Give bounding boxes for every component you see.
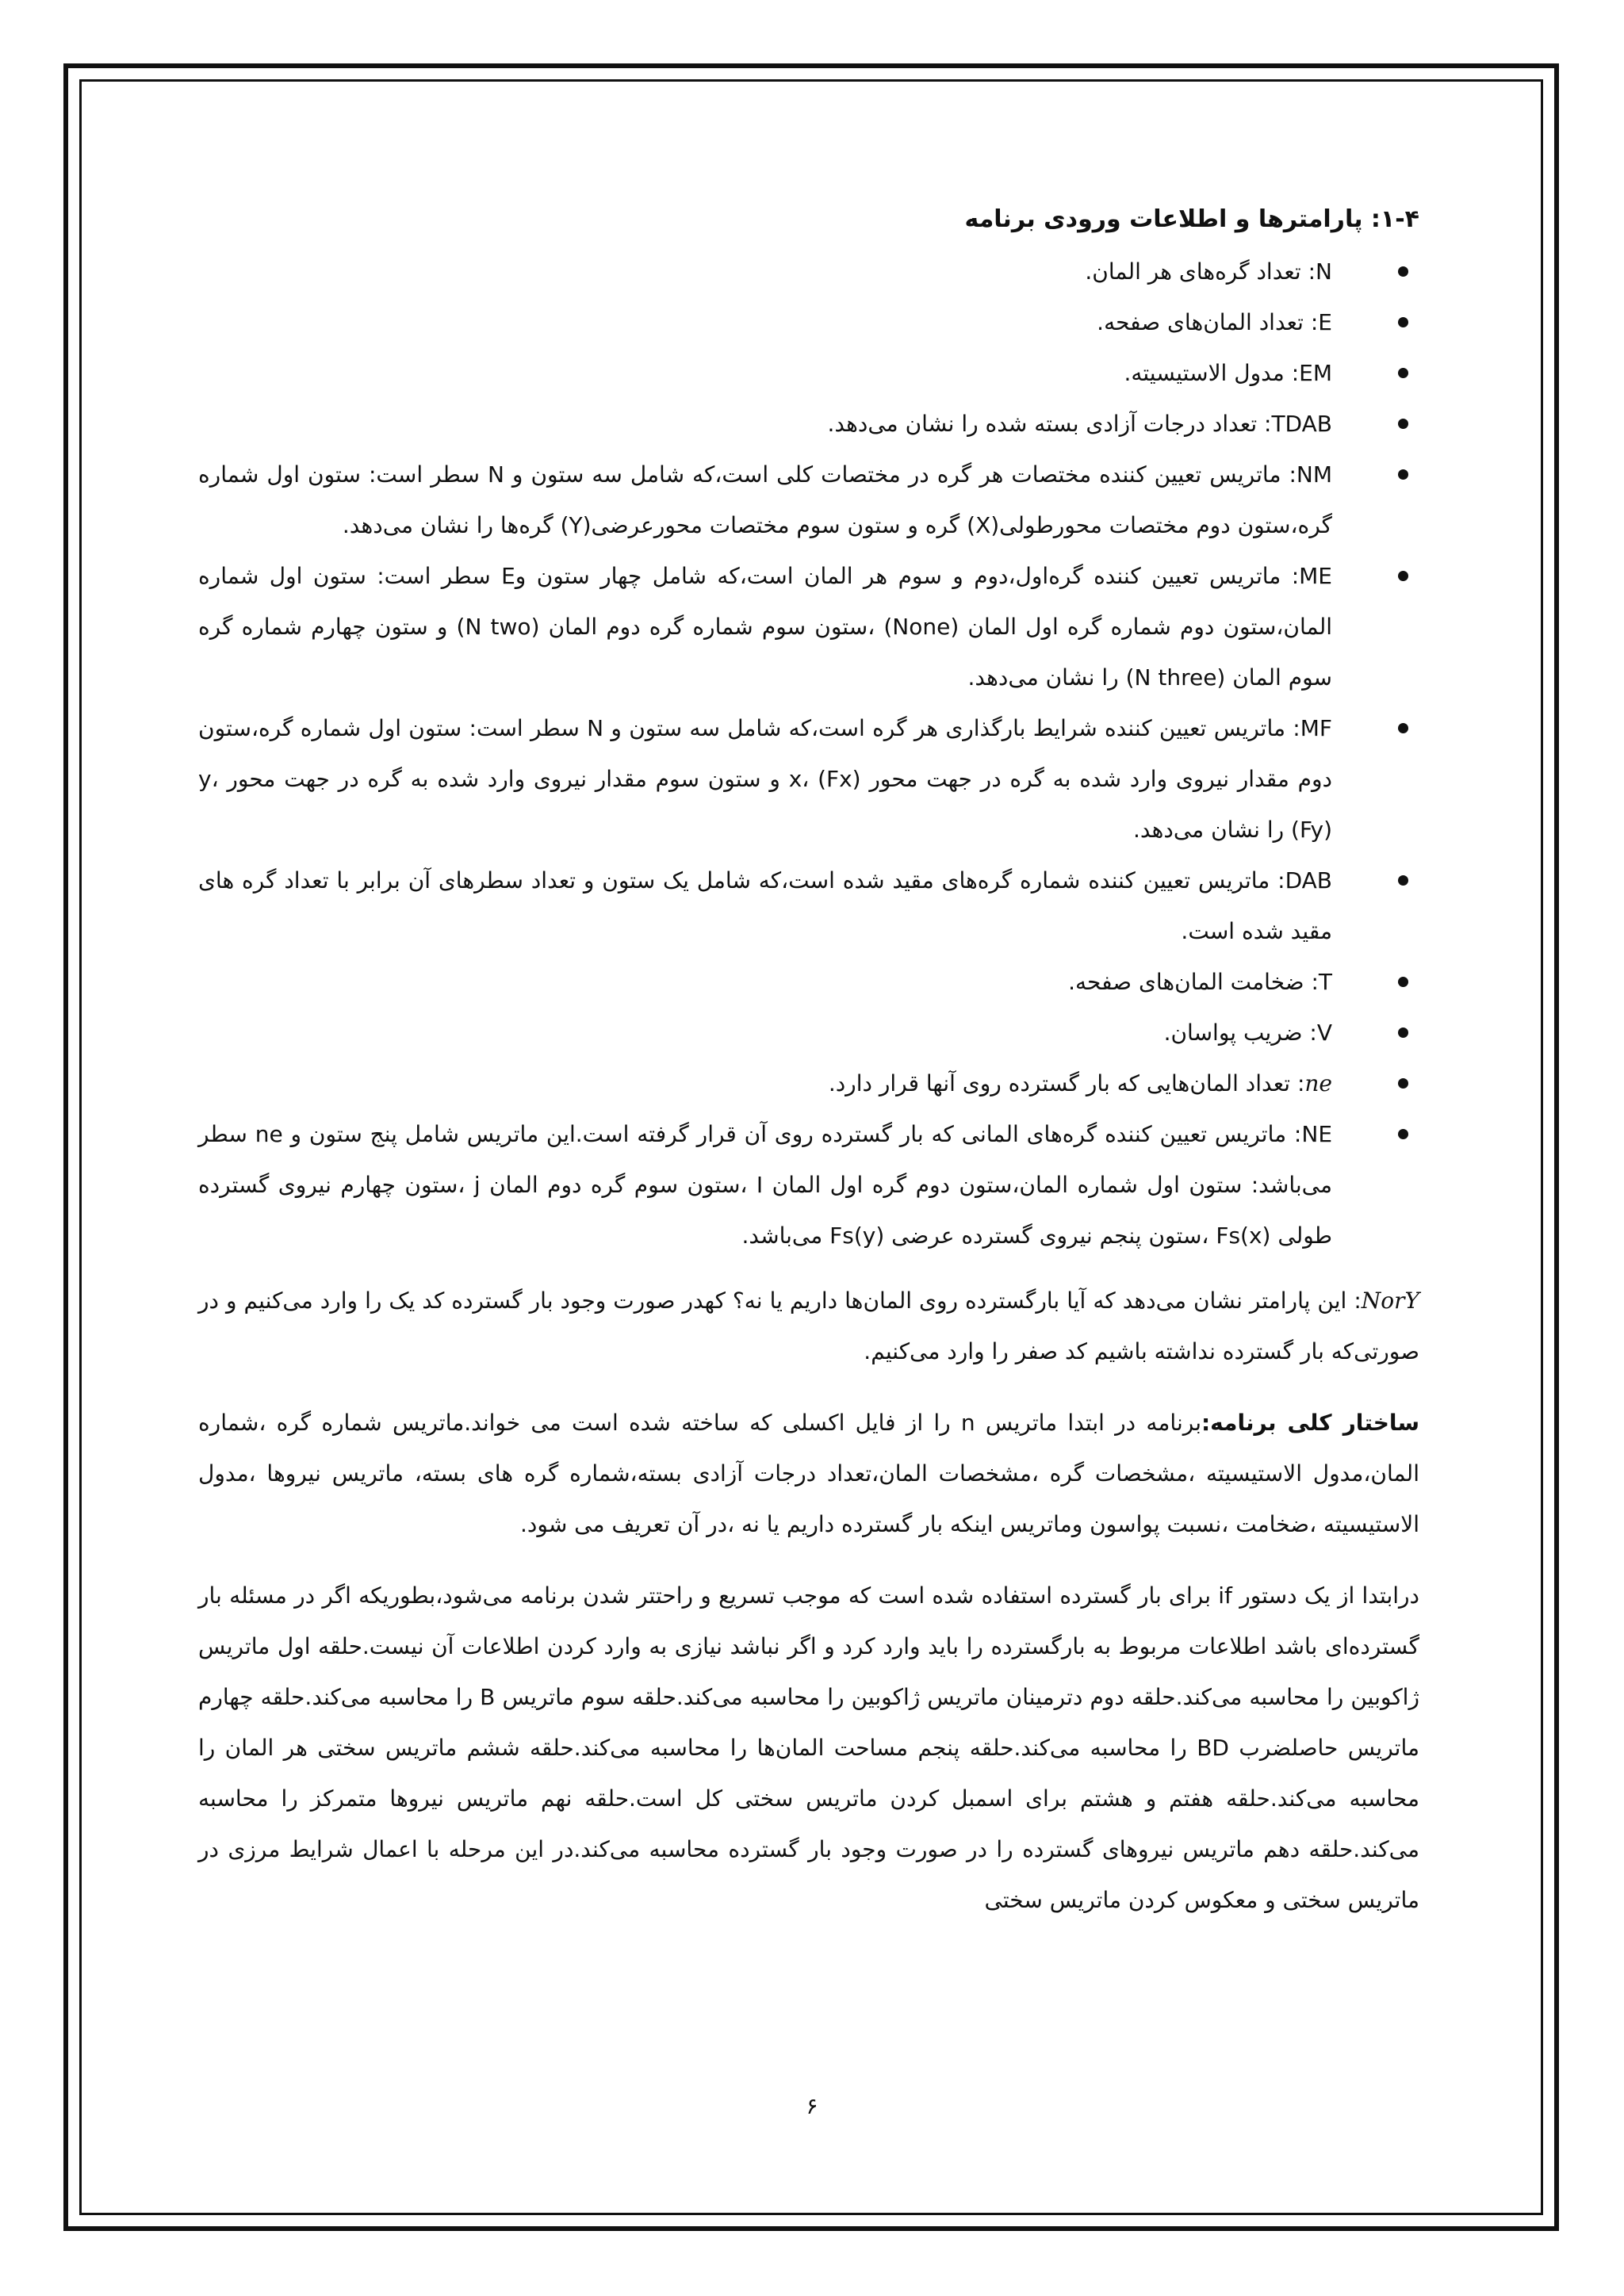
bullet-icon [1398,723,1408,733]
param-description: : تعداد المان‌هایی که بار گسترده روی آنها قرار دارد. [828,1070,1305,1096]
param-term: N [1316,258,1332,285]
document-body [198,194,1419,1926]
param-item [198,855,1419,957]
nory-term: NorY [1361,1288,1419,1314]
nory-text: : این پارامتر نشان می‌دهد که آیا بارگسترده روی المان‌ها داریم یا نه؟ کهدر صورت وجود بار گسترده کد یک را وارد می‌کنیم و در صورتی‌که بار گسترده نداشته باشیم کد صفر را وارد می‌کنیم. [198,1288,1419,1364]
structure-text: برنامه در ابتدا ماتریس n را از فایل اکسلی که ساخته شده است می خواند.ماتریس شماره گره ،شماره المان،مدول الاستیسیته ،مشخصات گره ،مشخصات المان،تعداد درجات آزادی بسته،شماره گره های بسته، ماتریس نیروها ،مدول الاستیسیته ،ضخامت ،نسبت پواسون وماتریس اینکه بار گسترده داریم یا نه ،در آن تعریف می شود. [198,1410,1419,1537]
param-item [198,450,1419,551]
param-description: : ماتریس تعیین کننده گره‌های المانی که بار گسترده روی آن قرار گرفته است.این ماتریس شامل پنج ستون و ne سطر می‌باشد: ستون اول شماره المان،ستون دوم گره اول المان I ،ستون سوم گره دوم المان j ،ستون چهارم نیروی گسترده طولی Fs(x) ،ستون پنجم نیروی گسترده عرضی Fs(y) می‌باشد. [198,1121,1332,1249]
param-description: : ضریب پواسان. [1163,1020,1317,1046]
bullet-icon [1398,266,1408,277]
param-term: ne [1304,1070,1332,1096]
bullet-icon [1398,1129,1408,1139]
param-description: : ضخامت المان‌های صفحه. [1068,969,1319,995]
param-term: DAB [1285,867,1332,894]
param-description: : ماتریس تعیین کننده شماره گره‌های مقید شده است،که شامل یک ستون و تعداد سطرهای آن برابر با تعداد گره های مقید شده است. [198,867,1332,944]
param-item [198,1058,1419,1109]
bullet-icon [1398,469,1408,480]
param-term: TDAB [1271,411,1332,437]
param-item [198,297,1419,348]
loops-paragraph: درابتدا از یک دستور if برای بار گسترده استفاده شده است که موجب تسریع و راحتتر شدن برنامه می‌شود،بطوریکه اگر در مسئله بار گسترده‌ای باشد اطلاعات مربوط به بارگسترده را باید وارد کرد و اگر نباشد نیازی به وارد کردن اطلاعات آن نیست.حلقه اول ماتریس ژاکوبین را محاسبه می‌کند.حلقه دوم دترمینان ماتریس ژاکوبین را محاسبه می‌کند.حلقه سوم ماتریس B را محاسبه می‌کند.حلقه چهارم ماتریس حاصلضرب BD را محاسبه می‌کند.حلقه پنجم مساحت المان‌ها را محاسبه می‌کند.حلقه ششم ماتریس سختی هر المان را محاسبه می‌کند.حلقه هفتم و هشتم برای اسمبل کردن ماتریس سختی کل است.حلقه نهم ماتریس نیروها متمرکز را محاسبه می‌کند.حلقه دهم ماتریس نیروهای گسترده را در صورت وجود بار گسترده محاسبه می‌کند.در این مرحله با اعمال شرایط مرزی در ماتریس سختی و معکوس کردن ماتریس سختی [198,1582,1420,1913]
bullet-icon [1398,875,1408,886]
parameter-list [198,247,1419,1261]
structure-paragraph [198,1398,1419,1550]
param-description: : مدول الاستیسیته. [1124,360,1300,386]
page-number: ۶ [806,2093,818,2119]
bullet-icon [1398,571,1408,581]
structure-lead: ساختار کلی برنامه: [1201,1410,1419,1436]
nory-paragraph [198,1276,1419,1377]
param-item [198,399,1419,450]
param-item [198,348,1419,399]
param-item [198,247,1419,297]
bullet-icon [1398,317,1408,327]
section-heading: ۱-۴: پارامترها و اطلاعات ورودی برنامه [964,205,1419,233]
bullet-icon [1398,419,1408,429]
bullet-icon [1398,368,1408,378]
param-item [198,1008,1419,1058]
param-item [198,957,1419,1008]
param-item [198,703,1419,855]
param-term: E [1318,309,1332,335]
param-description: : ماتریس تعیین کننده مختصات هر گره در مختصات کلی است،که شامل سه ستون و N سطر است: ستون اول شماره گره،ستون دوم مختصات محورطولی(X) گره و ستون سوم مختصات محورعرضی(Y) گره‌ها را نشان می‌دهد. [198,461,1332,538]
param-description: : ماتریس تعیین کننده شرایط بارگذاری هر گره است،که شامل سه ستون و N سطر است: ستون اول شماره گره،ستون دوم مقدار نیروی وارد شده به گره در جهت محور x، (Fx) و ستون سوم مقدار نیروی وارد شده به گره در جهت محور y، (Fy) را نشان می‌دهد. [198,715,1333,843]
param-description: : تعداد درجات آزادی بسته شده را نشان می‌دهد. [827,411,1272,437]
param-term: V [1316,1020,1332,1046]
bullet-icon [1398,977,1408,987]
bullet-icon [1398,1078,1408,1089]
bullet-icon [1398,1027,1408,1038]
param-term: MF [1300,715,1332,741]
param-term: T [1318,969,1332,995]
param-term: NE [1301,1121,1333,1147]
param-item [198,1109,1419,1261]
param-description: : تعداد المان‌های صفحه. [1097,309,1319,335]
param-item [198,551,1419,703]
param-description: : تعداد گره‌های هر المان. [1085,258,1316,285]
param-term: NM [1296,461,1332,488]
param-term: ME [1299,563,1332,589]
param-description: : ماتریس تعیین کننده گره‌اول،دوم و سوم هر المان است،که شامل چهار ستون وE سطر است: ستون اول شماره المان،ستون دوم شماره گره اول المان (None) ،ستون سوم شماره گره دوم المان (N two) و ستون چهارم شماره گره سوم المان (N three) را نشان می‌دهد. [198,563,1333,691]
param-term: EM [1299,360,1332,386]
